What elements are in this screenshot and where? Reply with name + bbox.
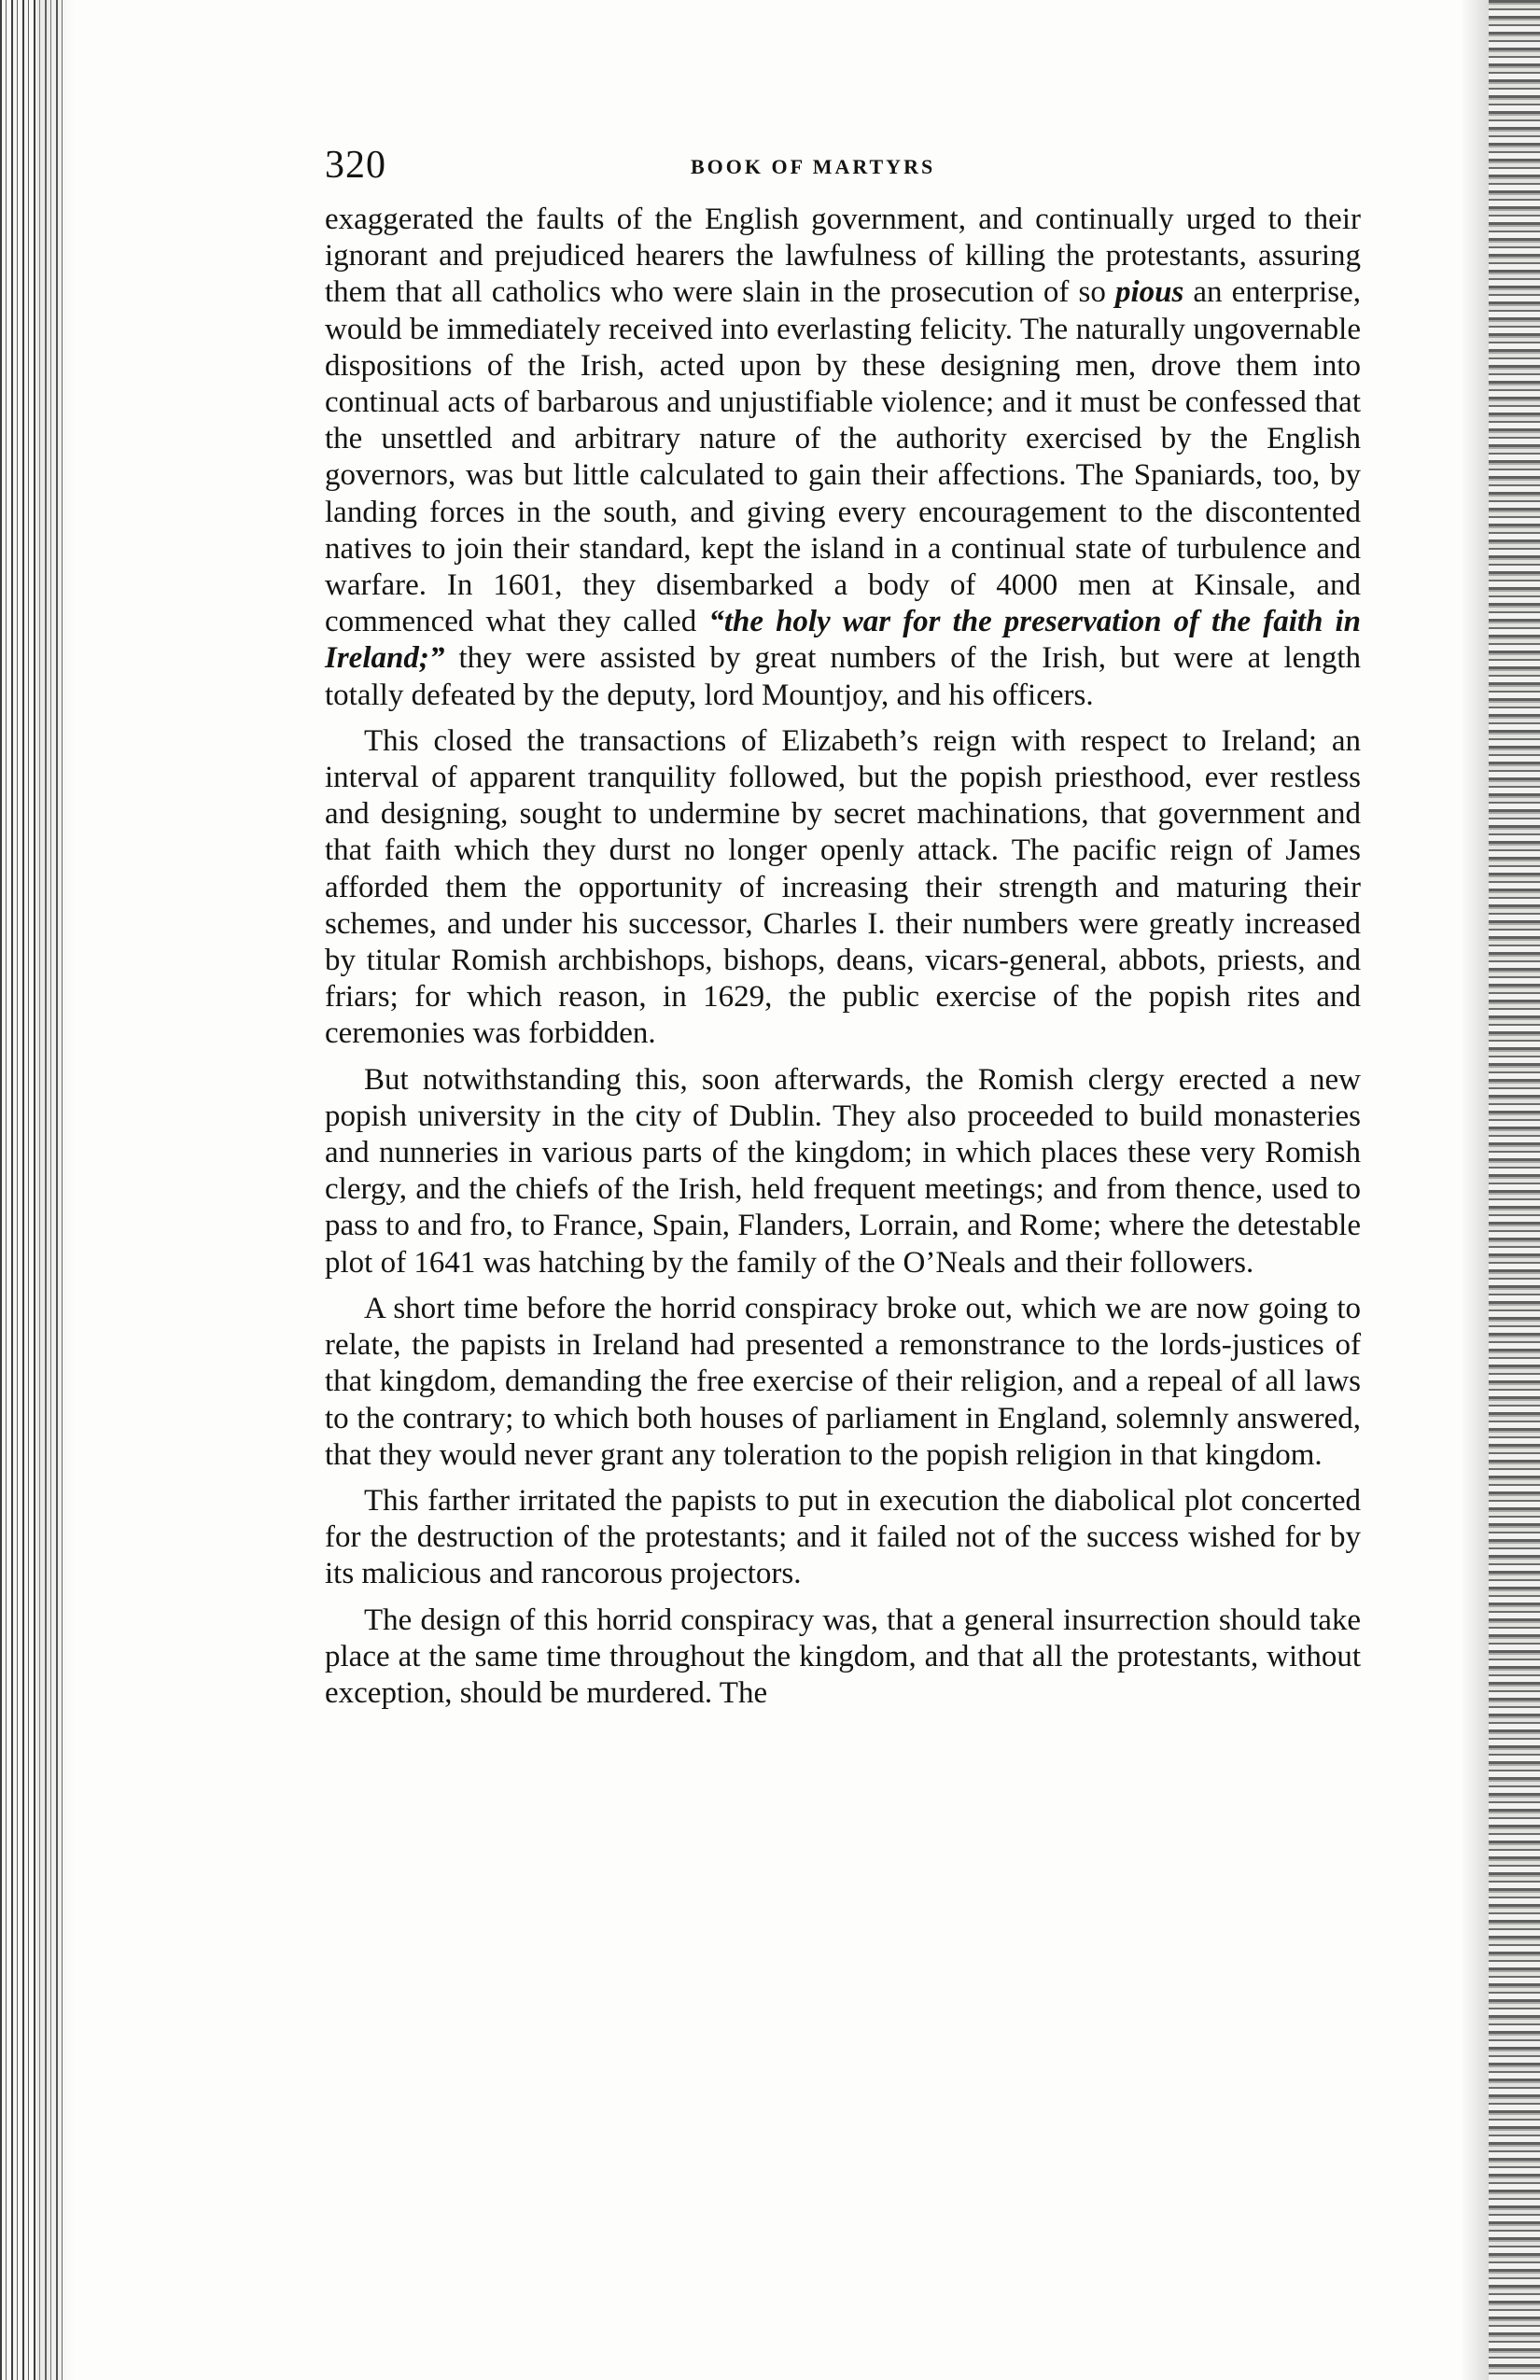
paragraph-5: This farther irritated the papists to put in execution the diabolical plot concerted for the destruction of the protestants; and it failed not of the success wished for by its malicious and rancorous projectors. (325, 1483, 1361, 1591)
paragraph-1-pious: pious (1114, 275, 1184, 310)
paragraph-1-part-c: they were assisted by great numbers of the Irish, but were at length totally defeated by the deputy, lord Mountjoy, and his officers. (325, 641, 1361, 712)
page-edge-shadow (1461, 0, 1489, 2380)
paragraph-1-quote: “the holy war for the preservation of the faith in Ireland;” (325, 605, 1361, 676)
paragraph-4: A short time before the horrid conspiracy broke out, which we are now going to relate, the papists in Ireland had presented a remonstrance to the lords-justices of that kingdom, demanding the free exercise of their religion, and a repeal of all laws to the contrary; to which both houses of parliament in England, solemnly answered, that they would never grant any toleration to the popish religion in that kingdom. (325, 1291, 1361, 1472)
paragraph-6: The design of this horrid conspiracy was, that a general insurrection should take place at the same time throughout the kingdom, and that all the protestants, without exception, should be murdered. The (325, 1603, 1361, 1710)
body-text (325, 202, 1361, 1712)
paragraph-2: This closed the transactions of Elizabeth’s reign with respect to Ireland; an interval of apparent tranquility followed, but the popish priesthood, ever restless and designing, sought to undermine by secret machinations, that government and that faith which they durst no longer openly attack. The pacific reign of James afforded them the opportunity of increasing their strength and maturing their schemes, and under his successor, Charles I. their numbers were greatly increased by titular Romish archbishops, bishops, deans, vicars-general, abbots, priests, and friars; for which reason, in 1629, the public exercise of the popish rites and ceremonies was forbidden. (325, 723, 1361, 1051)
running-head: BOOK OF MARTYRS (691, 155, 936, 178)
binding-shadow (37, 0, 75, 2380)
paragraph-3: But notwithstanding this, soon afterwards, the Romish clergy erected a new popish university in the city of Dublin. They also proceeded to build monasteries and nunneries in various parts of the kingdom; in which places these very Romish clergy, and the chiefs of the Irish, held frequent meetings; and from thence, used to pass to and fro, to France, Spain, Flanders, Lorrain, and Rome; where the detestable plot of 1641 was hatching by the family of the O’Neals and their followers. (325, 1062, 1361, 1280)
paragraph-1 (325, 202, 1361, 714)
paragraph-1-part-a: exaggerated the faults of the English government, and continually urged to their ignorant and prejudiced hearers the lawfulness of killing the protestants, assuring them that all catholics who were slain in the prosecution of so (325, 203, 1361, 310)
page-header (325, 140, 978, 196)
page-number: 320 (325, 144, 386, 187)
page-edge (1489, 0, 1540, 2380)
paragraph-1-part-b: an enterprise, would be immediately received into everlasting felicity. The naturally ungovernable dispositions of the Irish, acted upon by these designing men, drove them into continual acts of barbarous and unjustifiable violence; and it must be confessed that the unsettled and arbitrary nature of the authority exercised by the English governors, was but little calculated to gain their affections. The Spaniards, too, by landing forces in the south, and giving every encouragement to the discontented natives to join their standard, kept the island in a continual state of turbulence and warfare. In 1601, they disembarked a body of 4000 men at Kinsale, and commenced what they called (325, 275, 1361, 639)
